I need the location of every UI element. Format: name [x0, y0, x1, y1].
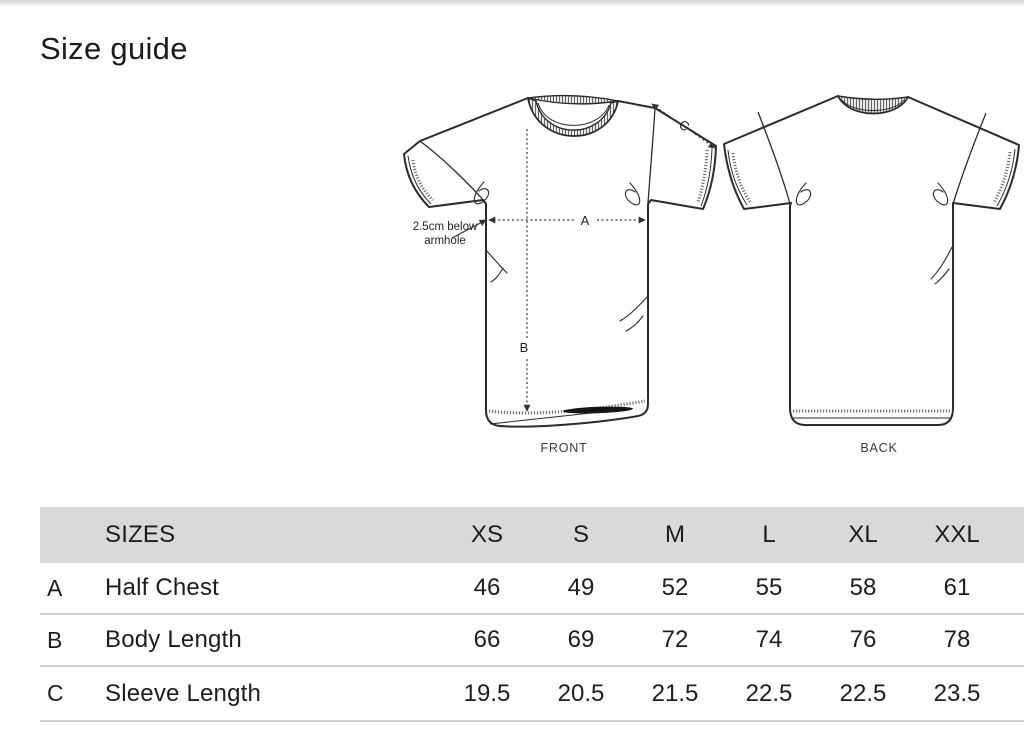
cell-value: 55 — [755, 574, 783, 601]
col-header-xxl: XXL — [934, 521, 980, 548]
measure-a-label: A — [580, 213, 590, 228]
back-shirt-outline — [724, 96, 1019, 425]
cell-value: 22.5 — [745, 679, 793, 707]
row-label: Body Length — [105, 626, 242, 653]
cell-value: 19.5 — [463, 679, 511, 707]
front-shirt-outline — [404, 98, 716, 427]
measure-b-label: B — [519, 340, 529, 355]
table-row-body-length — [40, 615, 1024, 667]
measure-c-label: C — [676, 116, 693, 135]
front-shirt-drawing — [404, 96, 716, 427]
sizes-header: SIZES — [105, 521, 176, 548]
armhole-note-line2: armhole — [424, 235, 466, 247]
row-letter: B — [47, 626, 63, 653]
cell-value: 46 — [473, 574, 501, 601]
table-row-sleeve-length — [40, 667, 1024, 722]
size-table — [0, 507, 1024, 722]
back-shirt-drawing — [724, 96, 1019, 425]
cell-value: 52 — [661, 574, 689, 601]
cell-value: 22.5 — [839, 679, 887, 707]
table-row-half-chest — [40, 563, 1024, 615]
col-header-s: S — [572, 521, 589, 548]
cell-value: 69 — [567, 626, 595, 653]
row-letter: A — [47, 574, 63, 601]
cell-value: 21.5 — [651, 679, 699, 707]
col-header-l: L — [762, 521, 776, 548]
cell-value: 72 — [661, 626, 689, 653]
cell-value: 78 — [943, 626, 971, 653]
col-header-xl: XL — [848, 521, 878, 548]
cell-value: 23.5 — [933, 679, 981, 707]
cell-value: 76 — [849, 626, 877, 653]
row-label: Half Chest — [105, 574, 220, 601]
cell-value: 61 — [943, 574, 971, 601]
cell-value: 49 — [567, 574, 595, 601]
cell-value: 20.5 — [557, 679, 605, 707]
front-back-neckband — [528, 96, 618, 104]
col-header-xs: XS — [470, 521, 503, 548]
back-caption: BACK — [860, 441, 898, 455]
front-caption: FRONT — [540, 441, 588, 455]
page-title: Size guide — [40, 30, 188, 66]
cell-value: 66 — [473, 626, 501, 653]
table-header-row — [40, 507, 1024, 563]
armhole-note-line1: 2.5cm below — [412, 221, 478, 233]
col-header-m: M — [665, 521, 685, 548]
cell-value: 58 — [849, 574, 877, 601]
row-label: Sleeve Length — [105, 679, 262, 707]
row-letter: C — [47, 680, 64, 706]
cell-value: 74 — [755, 626, 783, 653]
